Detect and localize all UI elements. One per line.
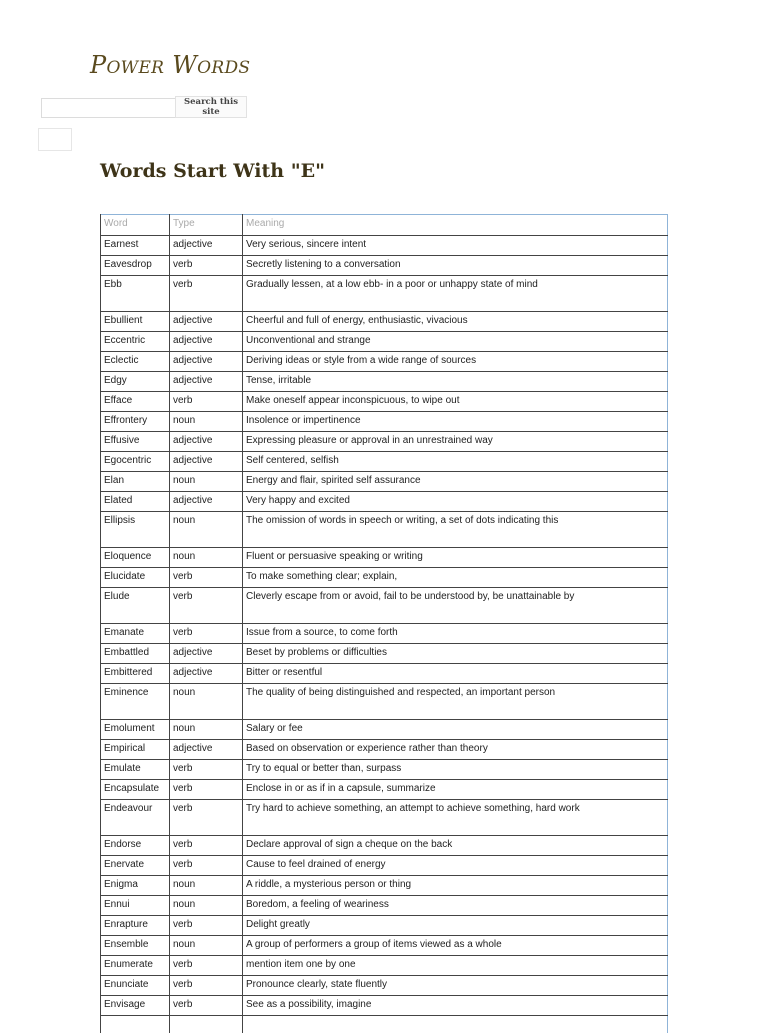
table-row: [101, 720, 668, 740]
word-cell: Eminence: [101, 684, 170, 720]
meaning-cell: Bitter or resentful: [243, 664, 668, 684]
word-cell: Enigma: [101, 876, 170, 896]
table-row: [101, 412, 668, 432]
site-title[interactable]: Power Words: [90, 52, 250, 78]
meaning-cell: Expressing pleasure or approval in an unrestrained way: [243, 432, 668, 452]
meaning-cell: Fluent or persuasive speaking or writing: [243, 548, 668, 568]
meaning-cell: Issue from a source, to come forth: [243, 624, 668, 644]
meaning-cell: A group of performers a group of items viewed as a whole: [243, 936, 668, 956]
word-cell: Elucidate: [101, 568, 170, 588]
search-button[interactable]: Search this site: [175, 96, 247, 118]
type-cell: noun: [170, 412, 243, 432]
meaning-cell: Cause to feel drained of energy: [243, 856, 668, 876]
table-row: [101, 916, 668, 936]
table-row: [101, 332, 668, 352]
meaning-cell: Very serious, sincere intent: [243, 236, 668, 256]
table-header-row: [101, 215, 668, 236]
meaning-cell: Boredom, a feeling of weariness: [243, 896, 668, 916]
word-cell: Eloquence: [101, 548, 170, 568]
table-row: [101, 996, 668, 1016]
word-cell: Ellipsis: [101, 512, 170, 548]
table-row: [101, 492, 668, 512]
page-title: Words Start With "E": [100, 160, 325, 182]
type-cell: adjective: [170, 312, 243, 332]
word-cell: Egocentric: [101, 452, 170, 472]
table-row: [101, 392, 668, 412]
table-row: [101, 780, 668, 800]
type-cell: verb: [170, 256, 243, 276]
word-cell: Earnest: [101, 236, 170, 256]
type-cell: noun: [170, 472, 243, 492]
word-cell: Encapsulate: [101, 780, 170, 800]
meaning-cell: Tense, irritable: [243, 372, 668, 392]
meaning-cell: Secretly listening to a conversation: [243, 256, 668, 276]
type-cell: verb: [170, 568, 243, 588]
type-cell: adjective: [170, 492, 243, 512]
word-cell: Efface: [101, 392, 170, 412]
type-cell: verb: [170, 588, 243, 624]
table-row: [101, 472, 668, 492]
word-cell: Eccentric: [101, 332, 170, 352]
meaning-cell: See as a possibility, imagine: [243, 996, 668, 1016]
table-row: [101, 568, 668, 588]
word-cell: Embattled: [101, 644, 170, 664]
word-cell: Eclectic: [101, 352, 170, 372]
word-cell: Endeavour: [101, 800, 170, 836]
word-cell: Empirical: [101, 740, 170, 760]
empty-cell: [101, 1016, 170, 1033]
meaning-cell: A riddle, a mysterious person or thing: [243, 876, 668, 896]
meaning-cell: Try to equal or better than, surpass: [243, 760, 668, 780]
type-cell: verb: [170, 916, 243, 936]
column-header-word: Word: [101, 215, 170, 236]
word-cell: Endorse: [101, 836, 170, 856]
word-cell: Effrontery: [101, 412, 170, 432]
meaning-cell: Insolence or impertinence: [243, 412, 668, 432]
meaning-cell: The omission of words in speech or writing, a set of dots indicating this: [243, 512, 668, 548]
words-table: [100, 214, 668, 1033]
meaning-cell: Delight greatly: [243, 916, 668, 936]
type-cell: adjective: [170, 644, 243, 664]
meaning-cell: Beset by problems or difficulties: [243, 644, 668, 664]
type-cell: adjective: [170, 664, 243, 684]
meaning-cell: mention item one by one: [243, 956, 668, 976]
table-row: [101, 896, 668, 916]
type-cell: noun: [170, 720, 243, 740]
empty-cell: [243, 1016, 668, 1033]
type-cell: adjective: [170, 452, 243, 472]
table-row: [101, 956, 668, 976]
type-cell: noun: [170, 896, 243, 916]
meaning-cell: Declare approval of sign a cheque on the back: [243, 836, 668, 856]
meaning-cell: Unconventional and strange: [243, 332, 668, 352]
type-cell: noun: [170, 936, 243, 956]
table-row: [101, 432, 668, 452]
type-cell: adjective: [170, 432, 243, 452]
word-cell: Enrapture: [101, 916, 170, 936]
type-cell: verb: [170, 780, 243, 800]
meaning-cell: Gradually lessen, at a low ebb- in a poor or unhappy state of mind: [243, 276, 668, 312]
type-cell: verb: [170, 624, 243, 644]
table-row: [101, 276, 668, 312]
table-row: [101, 644, 668, 664]
table-row: [101, 664, 668, 684]
type-cell: verb: [170, 392, 243, 412]
table-row: [101, 740, 668, 760]
word-cell: Ensemble: [101, 936, 170, 956]
type-cell: adjective: [170, 372, 243, 392]
type-cell: adjective: [170, 332, 243, 352]
word-cell: Embittered: [101, 664, 170, 684]
table-row: [101, 760, 668, 780]
meaning-cell: Cleverly escape from or avoid, fail to be understood by, be unattainable by: [243, 588, 668, 624]
meaning-cell: Enclose in or as if in a capsule, summarize: [243, 780, 668, 800]
type-cell: verb: [170, 760, 243, 780]
column-header-meaning: Meaning: [243, 215, 668, 236]
word-cell: Enumerate: [101, 956, 170, 976]
table-row: [101, 800, 668, 836]
type-cell: noun: [170, 684, 243, 720]
type-cell: verb: [170, 836, 243, 856]
table-row: [101, 352, 668, 372]
meaning-cell: Very happy and excited: [243, 492, 668, 512]
meaning-cell: Based on observation or experience rather than theory: [243, 740, 668, 760]
meaning-cell: Cheerful and full of energy, enthusiastic, vivacious: [243, 312, 668, 332]
word-cell: Envisage: [101, 996, 170, 1016]
word-cell: Eavesdrop: [101, 256, 170, 276]
table-row: [101, 856, 668, 876]
meaning-cell: Try hard to achieve something, an attempt to achieve something, hard work: [243, 800, 668, 836]
word-cell: Enunciate: [101, 976, 170, 996]
table-row: [101, 256, 668, 276]
table-row: [101, 236, 668, 256]
table-row: [101, 936, 668, 956]
meaning-cell: The quality of being distinguished and respected, an important person: [243, 684, 668, 720]
table-row: [101, 452, 668, 472]
word-cell: Effusive: [101, 432, 170, 452]
type-cell: verb: [170, 856, 243, 876]
table-row: [101, 512, 668, 548]
type-cell: verb: [170, 976, 243, 996]
word-cell: Ebb: [101, 276, 170, 312]
word-cell: Emulate: [101, 760, 170, 780]
type-cell: verb: [170, 956, 243, 976]
table-row-empty: [101, 1016, 668, 1033]
word-cell: Emolument: [101, 720, 170, 740]
type-cell: verb: [170, 276, 243, 312]
type-cell: adjective: [170, 352, 243, 372]
table-row: [101, 624, 668, 644]
table-row: [101, 548, 668, 568]
table-row: [101, 876, 668, 896]
meaning-cell: Pronounce clearly, state fluently: [243, 976, 668, 996]
type-cell: noun: [170, 876, 243, 896]
type-cell: noun: [170, 512, 243, 548]
word-cell: Edgy: [101, 372, 170, 392]
table-row: [101, 976, 668, 996]
column-header-type: Type: [170, 215, 243, 236]
empty-cell: [170, 1016, 243, 1033]
word-cell: Ebullient: [101, 312, 170, 332]
menu-toggle-box[interactable]: [38, 128, 72, 151]
meaning-cell: Deriving ideas or style from a wide range of sources: [243, 352, 668, 372]
meaning-cell: Self centered, selfish: [243, 452, 668, 472]
type-cell: adjective: [170, 740, 243, 760]
meaning-cell: Energy and flair, spirited self assurance: [243, 472, 668, 492]
table-row: [101, 836, 668, 856]
table-row: [101, 684, 668, 720]
type-cell: verb: [170, 996, 243, 1016]
table-row: [101, 312, 668, 332]
word-cell: Elated: [101, 492, 170, 512]
meaning-cell: To make something clear; explain,: [243, 568, 668, 588]
table-row: [101, 372, 668, 392]
word-cell: Emanate: [101, 624, 170, 644]
type-cell: noun: [170, 548, 243, 568]
word-cell: Ennui: [101, 896, 170, 916]
word-cell: Elan: [101, 472, 170, 492]
type-cell: adjective: [170, 236, 243, 256]
search-input[interactable]: [41, 98, 179, 118]
type-cell: verb: [170, 800, 243, 836]
word-cell: Elude: [101, 588, 170, 624]
word-cell: Enervate: [101, 856, 170, 876]
meaning-cell: Make oneself appear inconspicuous, to wipe out: [243, 392, 668, 412]
table-row: [101, 588, 668, 624]
meaning-cell: Salary or fee: [243, 720, 668, 740]
